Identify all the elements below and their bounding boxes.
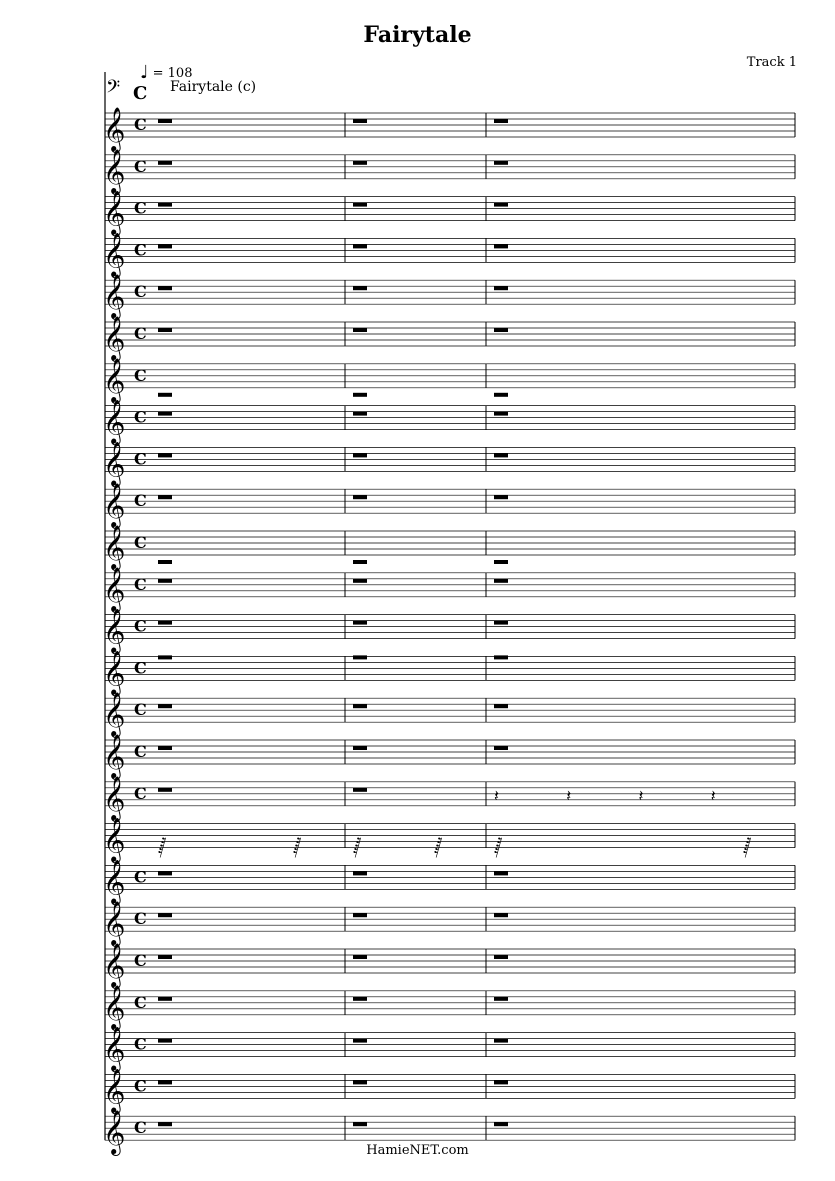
whole-rest-icon	[158, 119, 172, 123]
treble-clef-icon: 𝄞	[103, 650, 126, 695]
whole-rest-icon	[353, 328, 367, 332]
whole-rest-icon	[353, 393, 367, 397]
whole-rest-icon	[353, 203, 367, 207]
whole-rest-icon	[353, 746, 367, 750]
whole-rest-icon	[353, 286, 367, 290]
time-signature: C	[134, 282, 147, 302]
time-signature: C	[134, 491, 147, 511]
whole-rest-icon	[158, 453, 172, 457]
whole-rest-icon	[494, 1039, 508, 1043]
whole-rest-icon	[494, 704, 508, 708]
whole-rest-icon	[353, 579, 367, 583]
whole-rest-icon	[158, 621, 172, 625]
whole-rest-icon	[158, 161, 172, 165]
whole-rest-icon	[494, 955, 508, 959]
whole-rest-icon	[494, 1080, 508, 1084]
time-signature: C	[134, 992, 147, 1012]
treble-clef-icon: 𝄞	[103, 775, 126, 820]
sixtyfourth-rest-icon: 𝅂	[434, 837, 443, 859]
instrument-name: Fairytale (c)	[170, 79, 257, 95]
whole-rest-icon	[353, 161, 367, 165]
treble-clef-icon: 𝄞	[103, 692, 126, 737]
time-signature: C	[134, 867, 147, 887]
whole-rest-icon	[494, 286, 508, 290]
time-signature: C	[134, 1034, 147, 1054]
whole-rest-icon	[494, 621, 508, 625]
quarter-rest-icon: 𝄽	[566, 785, 572, 805]
whole-rest-icon	[494, 495, 508, 499]
time-signature: C	[134, 783, 147, 803]
whole-rest-icon	[353, 704, 367, 708]
whole-rest-icon	[158, 1039, 172, 1043]
whole-rest-icon	[158, 393, 172, 397]
treble-clef-icon: 𝄞	[103, 901, 126, 946]
whole-rest-icon	[158, 203, 172, 207]
whole-rest-icon	[158, 495, 172, 499]
whole-rest-icon	[353, 955, 367, 959]
time-signature: C	[134, 1076, 147, 1096]
whole-rest-icon	[158, 913, 172, 917]
whole-rest-icon	[353, 655, 367, 659]
whole-rest-icon	[494, 203, 508, 207]
whole-rest-icon	[158, 412, 172, 416]
whole-rest-icon	[353, 1080, 367, 1084]
time-signature: C	[134, 1118, 147, 1138]
whole-rest-icon	[494, 997, 508, 1001]
whole-rest-icon	[158, 1080, 172, 1084]
whole-rest-icon	[494, 412, 508, 416]
sixtyfourth-rest-icon: 𝅂	[158, 837, 167, 859]
treble-clef-icon: 𝄞	[103, 399, 126, 444]
treble-clef-icon: 𝄞	[103, 1026, 126, 1071]
treble-clef-icon: 𝄞	[103, 483, 126, 528]
time-signature: C	[134, 742, 147, 761]
quarter-rest-icon: 𝄽	[710, 785, 716, 805]
time-signature: C	[134, 240, 147, 260]
treble-clef-icon: 𝄞	[103, 943, 126, 987]
treble-clef-icon: 𝄞	[103, 232, 126, 277]
time-signature: C	[134, 324, 147, 343]
sixtyfourth-rest-icon: 𝅂	[293, 837, 302, 859]
whole-rest-icon	[494, 579, 508, 583]
time-signature: C	[134, 365, 147, 385]
whole-rest-icon	[158, 244, 172, 248]
whole-rest-icon	[353, 560, 367, 564]
time-signature: C	[134, 156, 147, 176]
track-label: Track 1	[746, 55, 797, 70]
time-signature: C	[134, 658, 147, 678]
sixtyfourth-rest-icon: 𝅂	[353, 837, 362, 859]
sixtyfourth-rest-icon: 𝅂	[494, 837, 503, 859]
treble-clef-icon: 𝄞	[103, 1110, 126, 1155]
whole-rest-icon	[494, 746, 508, 750]
whole-rest-icon	[353, 997, 367, 1001]
treble-clef-icon: 𝄞	[103, 107, 126, 151]
treble-clef-icon: 𝄞	[103, 608, 126, 653]
treble-clef-icon: 𝄞	[103, 441, 126, 486]
whole-rest-icon	[353, 913, 367, 917]
whole-rest-icon	[494, 1122, 508, 1126]
treble-clef-icon: 𝄞	[103, 357, 126, 402]
whole-rest-icon	[494, 119, 508, 123]
whole-rest-icon	[158, 286, 172, 290]
score-title: Fairytale	[363, 22, 472, 48]
treble-clef-icon: 𝄞	[103, 859, 126, 904]
time-signature: C	[134, 533, 147, 552]
whole-rest-icon	[494, 871, 508, 875]
time-signature: C	[134, 616, 147, 636]
treble-clef-icon: 𝄞	[103, 984, 126, 1029]
time-signature: C	[134, 951, 147, 970]
time-signature: C	[133, 83, 148, 104]
whole-rest-icon	[494, 328, 508, 332]
time-signature: C	[134, 115, 147, 134]
tempo-value: = 108	[152, 66, 193, 81]
whole-rest-icon	[353, 1039, 367, 1043]
whole-rest-icon	[158, 1122, 172, 1126]
treble-clef-icon: 𝄞	[103, 566, 126, 611]
treble-clef-icon: 𝄞	[103, 148, 126, 193]
whole-rest-icon	[494, 655, 508, 659]
time-signature: C	[134, 700, 147, 720]
whole-rest-icon	[353, 621, 367, 625]
whole-rest-icon	[353, 453, 367, 457]
whole-rest-icon	[494, 913, 508, 917]
time-signature: C	[134, 909, 147, 929]
whole-rest-icon	[158, 560, 172, 564]
time-signature: C	[134, 449, 147, 469]
whole-rest-icon	[158, 997, 172, 1001]
treble-clef-icon: 𝄞	[103, 274, 126, 319]
whole-rest-icon	[353, 1122, 367, 1126]
whole-rest-icon	[158, 746, 172, 750]
footer-credit: HamieNET.com	[366, 1143, 469, 1158]
whole-rest-icon	[353, 412, 367, 416]
treble-clef-icon: 𝄞	[103, 525, 126, 569]
whole-rest-icon	[353, 788, 367, 792]
whole-rest-icon	[494, 453, 508, 457]
treble-clef-icon: 𝄞	[103, 190, 126, 235]
whole-rest-icon	[494, 244, 508, 248]
treble-clef-icon: 𝄞	[103, 817, 126, 862]
quarter-rest-icon: 𝄽	[494, 785, 499, 805]
quarter-rest-icon: 𝄽	[638, 785, 644, 805]
treble-clef-icon: 𝄞	[103, 1068, 126, 1113]
whole-rest-icon	[158, 579, 172, 583]
whole-rest-icon	[353, 495, 367, 499]
whole-rest-icon	[158, 704, 172, 708]
treble-clef-icon: 𝄞	[103, 734, 126, 778]
treble-clef-icon: 𝄞	[103, 316, 126, 360]
quarter-note-icon: ♩	[140, 62, 149, 83]
whole-rest-icon	[353, 871, 367, 875]
whole-rest-icon	[353, 119, 367, 123]
whole-rest-icon	[494, 560, 508, 564]
whole-rest-icon	[494, 393, 508, 397]
whole-rest-icon	[158, 871, 172, 875]
whole-rest-icon	[158, 788, 172, 792]
time-signature: C	[134, 198, 147, 218]
whole-rest-icon	[158, 955, 172, 959]
time-signature: C	[134, 574, 147, 594]
whole-rest-icon	[494, 161, 508, 165]
whole-rest-icon	[158, 655, 172, 659]
sixtyfourth-rest-icon: 𝅂	[743, 837, 752, 859]
whole-rest-icon	[353, 244, 367, 248]
bass-clef-icon: 𝄢	[106, 77, 121, 102]
time-signature: C	[134, 407, 147, 427]
whole-rest-icon	[158, 328, 172, 332]
